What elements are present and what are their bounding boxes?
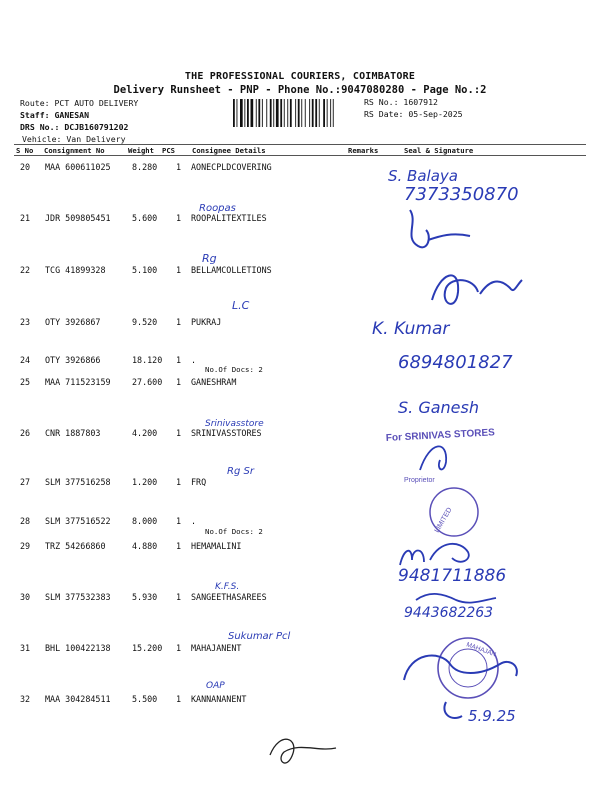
runsheet-title: Delivery Runsheet - PNP - Phone No.:9047080280 - Page No.:2 — [113, 84, 487, 96]
stamp-limited: LIMITED — [433, 506, 454, 534]
vehicle-label: Vehicle: Van Delivery — [22, 134, 126, 144]
hw-note: Rg — [202, 252, 217, 265]
row-weight: 4.200 — [132, 428, 158, 438]
row-consignment: MAA 304284511 — [45, 694, 111, 704]
row-consignee: PUKRAJ — [191, 317, 222, 327]
row-pcs: 1 — [176, 694, 182, 704]
row-consignment: CNR 1887803 — [45, 428, 101, 438]
docs-note: No.Of Docs: 2 — [205, 365, 263, 374]
row-consignment: SLM 377516522 — [45, 516, 111, 526]
signature-21 — [410, 210, 470, 247]
drs-no-label: DRS No.: DCJB160791202 — [20, 122, 129, 132]
row-weight: 5.500 — [132, 694, 158, 704]
row-sno: 21 — [20, 213, 31, 223]
hw-note: L.C — [232, 299, 250, 312]
row-consignment: TRZ 54266860 — [45, 541, 106, 551]
row-consignee: KANNANANENT — [191, 694, 247, 704]
row-sno: 27 — [20, 477, 31, 487]
row-pcs: 1 — [176, 265, 182, 275]
row-sno: 25 — [20, 377, 31, 387]
row-weight: 4.880 — [132, 541, 158, 551]
col-consignment: Consignment No — [44, 146, 105, 155]
hw-signature-kumar: K. Kumar — [372, 319, 450, 339]
route-label: Route: PCT AUTO DELIVERY — [20, 98, 139, 108]
row-consignment: SLM 377516258 — [45, 477, 111, 487]
row-consignee: MAHAJANENT — [191, 643, 242, 653]
stamp-mahajan: MAHAJAN — [465, 641, 497, 659]
row-sno: 32 — [20, 694, 31, 704]
row-consignment: JDR 509805451 — [45, 213, 111, 223]
row-consignee: FRQ — [191, 477, 207, 487]
row-consignee: HEMAMALINI — [191, 541, 242, 551]
row-pcs: 1 — [176, 162, 182, 172]
row-sno: 28 — [20, 516, 31, 526]
hw-note: Srinivasstore — [205, 419, 264, 429]
company-title: THE PROFESSIONAL COURIERS, COIMBATORE — [184, 71, 416, 82]
hw-phone: 7373350870 — [404, 184, 519, 205]
rs-date-label: RS Date: 05-Sep-2025 — [364, 109, 463, 119]
row-consignment: BHL 100422138 — [45, 643, 111, 653]
row-pcs: 1 — [176, 541, 182, 551]
hw-note: Sukumar Pcl — [228, 631, 291, 642]
row-pcs: 1 — [176, 477, 182, 487]
docs-note: No.Of Docs: 2 — [205, 527, 263, 536]
row-consignment: SLM 377532383 — [45, 592, 111, 602]
row-consignee: SRINIVASSTORES — [191, 428, 262, 438]
col-remarks: Remarks — [348, 146, 379, 155]
col-weight: Weight — [128, 146, 154, 155]
row-consignment: MAA 711523159 — [45, 377, 111, 387]
row-sno: 26 — [20, 428, 31, 438]
signature-31 — [404, 656, 517, 680]
hw-note: Rg Sr — [227, 466, 254, 477]
row-sno: 31 — [20, 643, 31, 653]
row-weight: 5.600 — [132, 213, 158, 223]
row-consignment: TCG 41899328 — [45, 265, 106, 275]
row-sno: 23 — [20, 317, 31, 327]
hw-phone: 6894801827 — [398, 352, 513, 373]
hw-phone: 9481711886 — [398, 566, 507, 586]
row-weight: 1.200 — [132, 477, 158, 487]
stamp-srinivas: For SRINIVAS STORES — [385, 427, 496, 444]
hw-note: Roopas — [199, 203, 236, 214]
row-sno: 29 — [20, 541, 31, 551]
row-pcs: 1 — [176, 213, 182, 223]
row-weight: 9.520 — [132, 317, 158, 327]
row-pcs: 1 — [176, 643, 182, 653]
row-weight: 15.200 — [132, 643, 163, 653]
row-weight: 27.600 — [132, 377, 163, 387]
row-pcs: 1 — [176, 428, 182, 438]
stamp-srinivas-sub: Proprietor — [404, 477, 435, 484]
signature-22 — [432, 275, 522, 303]
row-weight: 5.100 — [132, 265, 158, 275]
row-weight: 18.120 — [132, 355, 163, 365]
row-consignment: MAA 600611025 — [45, 162, 111, 172]
signature-26 — [420, 446, 446, 470]
row-pcs: 1 — [176, 377, 182, 387]
row-sno: 20 — [20, 162, 31, 172]
signature-30 — [416, 594, 496, 603]
hw-date: 5.9.25 — [468, 707, 516, 725]
row-consignee: BELLAMCOLLETIONS — [191, 265, 272, 275]
hw-phone: 9443682263 — [404, 605, 494, 621]
row-sno: 22 — [20, 265, 31, 275]
row-weight: 5.930 — [132, 592, 158, 602]
row-consignee: . — [191, 516, 197, 526]
staff-label: Staff: GANESAN — [20, 110, 90, 120]
row-pcs: 1 — [176, 317, 182, 327]
row-weight: 8.000 — [132, 516, 158, 526]
row-weight: 8.280 — [132, 162, 158, 172]
row-consignment: OTY 3926866 — [45, 355, 101, 365]
col-seal: Seal & Signature — [404, 146, 474, 155]
row-consignee: . — [191, 355, 197, 365]
row-consignee: AONECPLDCOVERING — [191, 162, 272, 172]
hw-note: K.F.S. — [215, 582, 240, 592]
col-consignee: Consignee Details — [192, 146, 266, 155]
row-sno: 24 — [20, 355, 31, 365]
col-pcs: PCS — [162, 146, 175, 155]
col-sno: S No — [16, 146, 34, 155]
signature-29 — [400, 544, 469, 565]
row-consignment: OTY 3926867 — [45, 317, 101, 327]
row-consignee: ROOPALITEXTILES — [191, 213, 267, 223]
row-sno: 30 — [20, 592, 31, 602]
supervisor-signature — [270, 739, 336, 763]
row-consignee: GANESHRAM — [191, 377, 237, 387]
row-pcs: 1 — [176, 516, 182, 526]
hw-signature-balaya: S. Balaya — [388, 167, 458, 185]
row-pcs: 1 — [176, 592, 182, 602]
row-consignee: SANGEETHASAREES — [191, 592, 267, 602]
row-pcs: 1 — [176, 355, 182, 365]
signature-32 — [444, 702, 462, 718]
rs-no-label: RS No.: 1607912 — [364, 97, 438, 107]
hw-signature-ganesh: S. Ganesh — [398, 398, 479, 417]
hw-note: OAP — [206, 681, 225, 691]
